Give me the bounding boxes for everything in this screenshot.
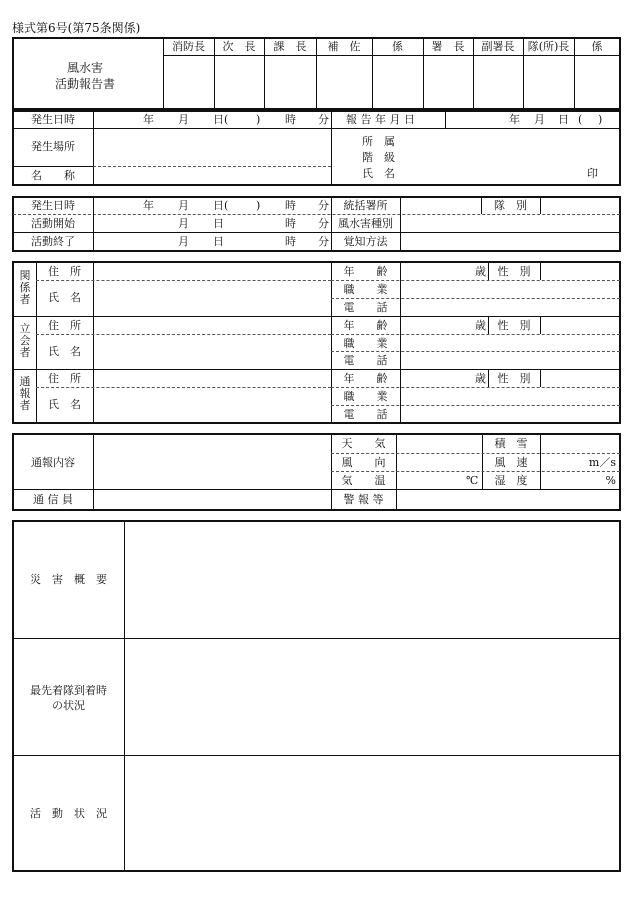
phone-label: 電 話: [343, 408, 388, 421]
detection-method-label: 覚知方法: [343, 235, 388, 248]
disaster-summary-label: 災 害 概 要: [30, 573, 107, 586]
form-title-line1: 風水害: [66, 61, 103, 75]
temperature-label: 気 温: [341, 474, 386, 487]
persons-section: [12, 261, 621, 424]
reporter-name-label: 氏 名: [362, 167, 395, 180]
activity-status-label: 活 動 状 況: [30, 807, 107, 820]
unit-hour: 時: [285, 113, 296, 126]
occupation-label: 職 業: [343, 390, 388, 403]
approval-label: 副署長: [481, 40, 515, 53]
unit-type-label: 隊 別: [494, 199, 527, 212]
approval-label: 課 長: [273, 40, 307, 53]
unit-paren: ): [256, 113, 261, 126]
address-label: 住 所: [48, 265, 81, 278]
group-label-related: 関 係 者: [19, 269, 31, 306]
activity-row-label: 活動終了: [31, 235, 75, 248]
group-label-reporter: 通 報 者: [19, 375, 31, 412]
snow-label: 積 雪: [494, 437, 528, 450]
unit-paren: ): [598, 113, 603, 126]
approval-label: 次 長: [222, 40, 256, 53]
unit-year: 年: [509, 113, 520, 126]
reporter-rank-label: 階 級: [362, 151, 395, 164]
unit-month: 月: [178, 113, 189, 126]
unit-year: 年: [143, 199, 154, 212]
unit-paren: (: [578, 113, 583, 126]
weather-label: 天 気: [341, 437, 386, 450]
form-number: 様式第6号(第75条関係): [12, 21, 141, 35]
facility-name-label: 名 称: [31, 169, 75, 182]
unit-hour: 時: [285, 217, 296, 230]
name-label: 氏 名: [48, 345, 81, 358]
occurrence-datetime-label: 発生日時: [31, 113, 75, 126]
first-arrival-label-2: の状況: [52, 699, 85, 712]
unit-minute: 分: [318, 113, 329, 126]
group-label-witness: 立 会 者: [19, 322, 31, 359]
form-title-line2: 活動報告書: [54, 77, 115, 91]
humidity-label: 湿 度: [494, 474, 528, 487]
unit-month: 月: [178, 199, 189, 212]
activity-row-label: 活動開始: [31, 217, 75, 230]
operator-label: 通 信 員: [33, 493, 73, 506]
temperature-unit: ℃: [466, 474, 479, 487]
wind-speed-unit: m／s: [588, 456, 616, 469]
age-label: 年 齢: [343, 319, 388, 332]
age-label: 年 齢: [343, 372, 388, 385]
reporter-dept-label: 所 属: [362, 135, 395, 148]
unit-day: 日: [213, 217, 224, 230]
wind-direction-label: 風 向: [341, 456, 386, 469]
activity-row-label: 発生日時: [31, 199, 75, 212]
occupation-label: 職 業: [343, 337, 388, 350]
alert-label: 警 報 等: [343, 493, 384, 506]
unit-year: 年: [143, 113, 154, 126]
supervising-station-label: 統括署所: [343, 199, 388, 212]
approval-label: 係: [392, 40, 403, 53]
age-unit: 歳: [475, 372, 486, 385]
unit-month: 月: [534, 113, 545, 126]
approval-label: 消防長: [172, 40, 205, 53]
name-label: 氏 名: [48, 291, 81, 304]
unit-day: 日(: [213, 199, 229, 212]
unit-minute: 分: [318, 199, 329, 212]
age-label: 年 齢: [343, 265, 388, 278]
name-label: 氏 名: [48, 398, 81, 411]
first-arrival-label: 最先着隊到着時: [30, 684, 107, 697]
approval-label: 署 長: [431, 40, 465, 53]
wind-speed-label: 風 速: [494, 456, 528, 469]
occurrence-section: [12, 110, 621, 186]
unit-day: 日: [558, 113, 569, 126]
unit-minute: 分: [318, 217, 329, 230]
occupation-label: 職 業: [343, 283, 388, 296]
unit-day: 日: [213, 235, 224, 248]
address-label: 住 所: [48, 372, 81, 385]
occurrence-place-label: 発生場所: [31, 140, 75, 153]
approval-label: 補 佐: [327, 40, 361, 53]
phone-label: 電 話: [343, 301, 388, 314]
unit-day: 日(: [213, 113, 229, 126]
unit-paren: ): [256, 199, 261, 212]
age-unit: 歳: [475, 265, 486, 278]
age-unit: 歳: [475, 319, 486, 332]
disaster-type-label: 風水害種別: [338, 217, 393, 230]
unit-month: 月: [178, 235, 189, 248]
report-date-label: 報 告 年 月 日: [346, 113, 415, 126]
unit-hour: 時: [285, 235, 296, 248]
phone-label: 電 話: [343, 354, 388, 367]
unit-month: 月: [178, 217, 189, 230]
approval-label: 係: [591, 40, 603, 53]
address-label: 住 所: [48, 319, 81, 332]
unit-hour: 時: [285, 199, 296, 212]
report-content-label: 通報内容: [31, 456, 75, 469]
sex-label: 性 別: [497, 372, 531, 385]
approval-label: 隊(所)長: [527, 40, 570, 53]
unit-minute: 分: [318, 235, 329, 248]
humidity-unit: %: [605, 474, 616, 487]
sex-label: 性 別: [497, 319, 531, 332]
seal-mark: 印: [587, 167, 598, 180]
sex-label: 性 別: [497, 265, 531, 278]
